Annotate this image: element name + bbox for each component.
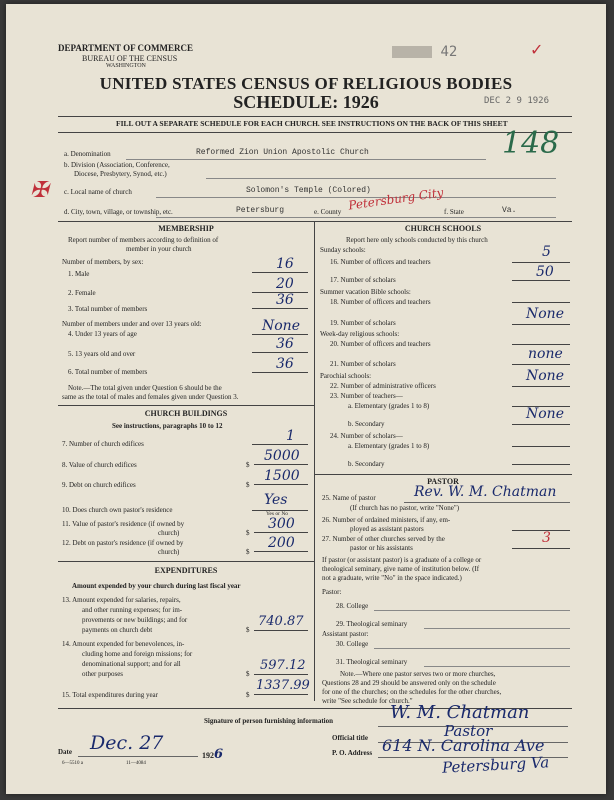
q28-label: 28. College: [336, 602, 369, 610]
year-field: 1926: [202, 747, 224, 762]
q10-value: Yes: [264, 492, 288, 508]
q12-label-2: church): [158, 548, 180, 556]
official-title-value: Pastor: [444, 722, 493, 740]
red-check-mark: ✓: [530, 42, 544, 59]
summer-label: Summer vacation Bible schools:: [320, 288, 411, 296]
q13-dollar: $: [246, 626, 250, 634]
q19-value: None: [526, 306, 564, 322]
by-sex-label: Number of members, by sex:: [62, 258, 144, 266]
q25-label: 25. Name of pastor: [322, 494, 376, 502]
q9-dollar: $: [246, 481, 250, 489]
pastor-note: Note.—Where one pastor serves two or more churches,: [340, 670, 496, 678]
q15-value: 1337.99: [256, 678, 310, 693]
q10-label: 10. Does church own pastor's residence: [62, 506, 173, 514]
division-label-2: Diocese, Presbytery, Synod, etc.): [74, 170, 167, 178]
local-name-label: c. Local name of church: [64, 188, 132, 196]
pastor-note-2: Questions 28 and 29 should be answered only on the schedule: [322, 679, 496, 687]
q14-dollar: $: [246, 670, 250, 678]
denomination-value: Reformed Zion Union Apostolic Church: [196, 148, 369, 157]
division-label: b. Division (Association, Conference,: [64, 161, 170, 169]
q11-dollar: $: [246, 529, 250, 537]
city-label-field: d. City, town, village, or township, etc.: [64, 208, 173, 216]
handwritten-number: 148: [502, 126, 560, 161]
city-label: WASHINGTON: [106, 63, 146, 69]
q4-value: None: [262, 318, 300, 334]
denomination-label: a. Denomination: [64, 150, 111, 158]
red-margin-mark: ✠: [30, 178, 49, 203]
q21-label: 21. Number of scholars: [330, 360, 396, 368]
membership-note-2: same as the total of males and females given under Question 3.: [62, 393, 239, 401]
instruction-line: FILL OUT A SEPARATE SCHEDULE FOR EACH CHURCH. SEE INSTRUCTIONS ON THE BACK OF THIS SHEET: [116, 119, 508, 128]
q27-value: 3: [542, 530, 551, 546]
q23-label: 23. Number of teachers—: [330, 392, 403, 400]
q26-label-2: ployed as assistant pastors: [350, 525, 424, 533]
q1-label: 1. Male: [68, 270, 90, 278]
pastor-note-4: write "See schedule for church.": [322, 697, 413, 705]
po-address-label: P. O. Address: [332, 749, 373, 757]
q4-label: 4. Under 13 years of age: [68, 330, 137, 338]
q13-label: 13. Amount expended for salaries, repairs,: [62, 596, 181, 604]
local-name-value: Solomon's Temple (Colored): [246, 186, 371, 195]
q25-value: Rev. W. M. Chatman: [414, 484, 557, 500]
po-address-value: 614 N. Carolina Ave: [382, 736, 545, 755]
q22-label: 22. Number of administrative officers: [330, 382, 436, 390]
membership-intro: Report number of members according to definition of: [68, 236, 219, 244]
expenditures-heading: EXPENDITURES: [154, 566, 218, 575]
sunday-label: Sunday schools:: [320, 246, 366, 254]
q23b-value: None: [526, 406, 564, 422]
q6-value: 36: [276, 356, 294, 372]
official-title-label: Official title: [332, 734, 368, 742]
form-code: 6—5510 a: [62, 761, 83, 766]
q11-value: 300: [268, 516, 295, 532]
q6-label: 6. Total number of members: [68, 368, 148, 376]
q5-value: 36: [276, 336, 294, 352]
q21-value: none: [528, 346, 563, 362]
q29-label: 29. Theological seminary: [336, 620, 408, 628]
form-code-2: 11—4084: [126, 761, 146, 766]
signature-label: Signature of person furnishing information: [204, 717, 333, 725]
q12-value: 200: [268, 535, 295, 551]
q13-value: 740.87: [258, 614, 304, 629]
q15-label: 15. Total expenditures during year: [62, 691, 158, 699]
schools-intro: Report here only schools conducted by this church: [346, 236, 488, 244]
q16-label: 16. Number of officers and teachers: [330, 258, 431, 266]
q8-dollar: $: [246, 461, 250, 469]
membership-intro-2: member in your church: [126, 245, 192, 253]
signature-value: W. M. Chatman: [390, 702, 530, 723]
buildings-heading: CHURCH BUILDINGS: [144, 409, 228, 418]
q9-value: 1500: [264, 468, 300, 484]
schedule-title: SCHEDULE: 1926: [233, 92, 379, 112]
age-intro-label: Number of members under and over 13 years old:: [62, 320, 202, 328]
q19-label: 19. Number of scholars: [330, 319, 396, 327]
q30-label: 30. College: [336, 640, 369, 648]
q18-label: 18. Number of officers and teachers: [330, 298, 431, 306]
buildings-subheading: See instructions, paragraphs 10 to 12: [112, 422, 223, 430]
pastor-subheading: Pastor:: [322, 588, 342, 596]
q3-label: 3. Total number of members: [68, 305, 148, 313]
q7-value: 1: [286, 428, 295, 444]
county-value: Petersburg City: [347, 185, 445, 213]
q24-label: 24. Number of scholars—: [330, 432, 403, 440]
q17-label: 17. Number of scholars: [330, 276, 396, 284]
q16-value: 5: [542, 244, 551, 260]
q2-label: 2. Female: [68, 289, 96, 297]
q8-label: 8. Value of church edifices: [62, 461, 137, 469]
weekday-label: Week-day religious schools:: [320, 330, 400, 338]
q27-label: 27. Number of other churches served by the: [322, 535, 445, 543]
form-title: UNITED STATES CENSUS OF RELIGIOUS BODIES: [99, 74, 513, 93]
county-label: e. County: [314, 208, 342, 216]
q2-value: 20: [276, 276, 294, 292]
q31-label: 31. Theological seminary: [336, 658, 408, 666]
header-rule-top: [58, 116, 572, 117]
q13-label-4: payments on church debt: [82, 626, 153, 634]
yes-no-hint: Yes or No: [266, 511, 289, 517]
form-number-stamp: 42: [392, 44, 457, 60]
q14-label-2: cluding home and foreign missions; for: [82, 650, 193, 658]
q7-label: 7. Number of church edifices: [62, 440, 144, 448]
column-divider: [314, 221, 315, 701]
q11-label-2: church): [158, 529, 180, 537]
membership-note: Note.—The total given under Question 6 should be the: [68, 384, 222, 392]
expenditures-subheading: Amount expended by your church during last fiscal year: [72, 582, 241, 590]
po-address-value-2: Petersburg Va: [441, 753, 550, 777]
q13-label-3: provements or new buildings; and for: [82, 616, 188, 624]
q17-value: 50: [536, 264, 554, 280]
graduate-note-2: theological seminary, give name of institution below. (If: [322, 565, 480, 573]
q24a-label: a. Elementary (grades 1 to 8): [348, 442, 430, 450]
state-value: Va.: [502, 206, 517, 215]
schools-heading: CHURCH SCHOOLS: [404, 224, 482, 233]
date-label: Date: [58, 748, 72, 756]
q3-value: 36: [276, 292, 294, 308]
pastor-heading: PASTOR: [427, 477, 459, 486]
graduate-note-3: not a graduate, write "No" in the space indicated.): [322, 574, 462, 582]
q1-value: 16: [276, 256, 294, 272]
q26-label: 26. Number of ordained ministers, if any, em-: [322, 516, 451, 524]
q23a-label: a. Elementary (grades 1 to 8): [348, 402, 430, 410]
membership-heading: MEMBERSHIP: [158, 224, 214, 233]
q24b-label: b. Secondary: [348, 460, 385, 468]
city-value: Petersburg: [236, 206, 285, 215]
q27-label-2: pastor or his assistants: [350, 544, 413, 552]
q22-value: None: [526, 368, 564, 384]
q12-label: 12. Debt on pastor's residence (if owned by: [62, 539, 184, 547]
state-label: f. State: [444, 208, 464, 216]
q25-note: (If church has no pastor, write "None"): [350, 504, 460, 512]
date-value: Dec. 27: [90, 732, 164, 754]
q8-value: 5000: [264, 448, 300, 464]
graduate-note: If pastor (or assistant pastor) is a graduate of a college or: [322, 556, 482, 564]
census-schedule-page: [6, 4, 606, 794]
q11-label: 11. Value of pastor's residence (if owned by: [62, 520, 185, 528]
assistant-pastor-subheading: Assistant pastor:: [322, 630, 369, 638]
parochial-label: Parochial schools:: [320, 372, 372, 380]
q14-value: 597.12: [260, 658, 306, 673]
header-rule-bottom: [58, 132, 572, 133]
q12-dollar: $: [246, 548, 250, 556]
q5-label: 5. 13 years old and over: [68, 350, 136, 358]
department-label: DEPARTMENT OF COMMERCE: [58, 43, 194, 53]
q14-label-3: denominational support; and for all: [82, 660, 181, 668]
q14-label-4: other purposes: [82, 670, 124, 678]
pastor-note-3: for one of the churches; on the schedules for the other churches,: [322, 688, 502, 696]
q9-label: 9. Debt on church edifices: [62, 481, 136, 489]
bureau-label: BUREAU OF THE CENSUS: [82, 54, 178, 63]
q15-dollar: $: [246, 691, 250, 699]
received-date-stamp: DEC 2 9 1926: [484, 96, 550, 106]
q20-label: 20. Number of officers and teachers: [330, 340, 431, 348]
q13-label-2: and other running expenses; for im-: [82, 606, 183, 614]
q23b-label: b. Secondary: [348, 420, 385, 428]
q14-label: 14. Amount expended for benevolences, in-: [62, 640, 185, 648]
